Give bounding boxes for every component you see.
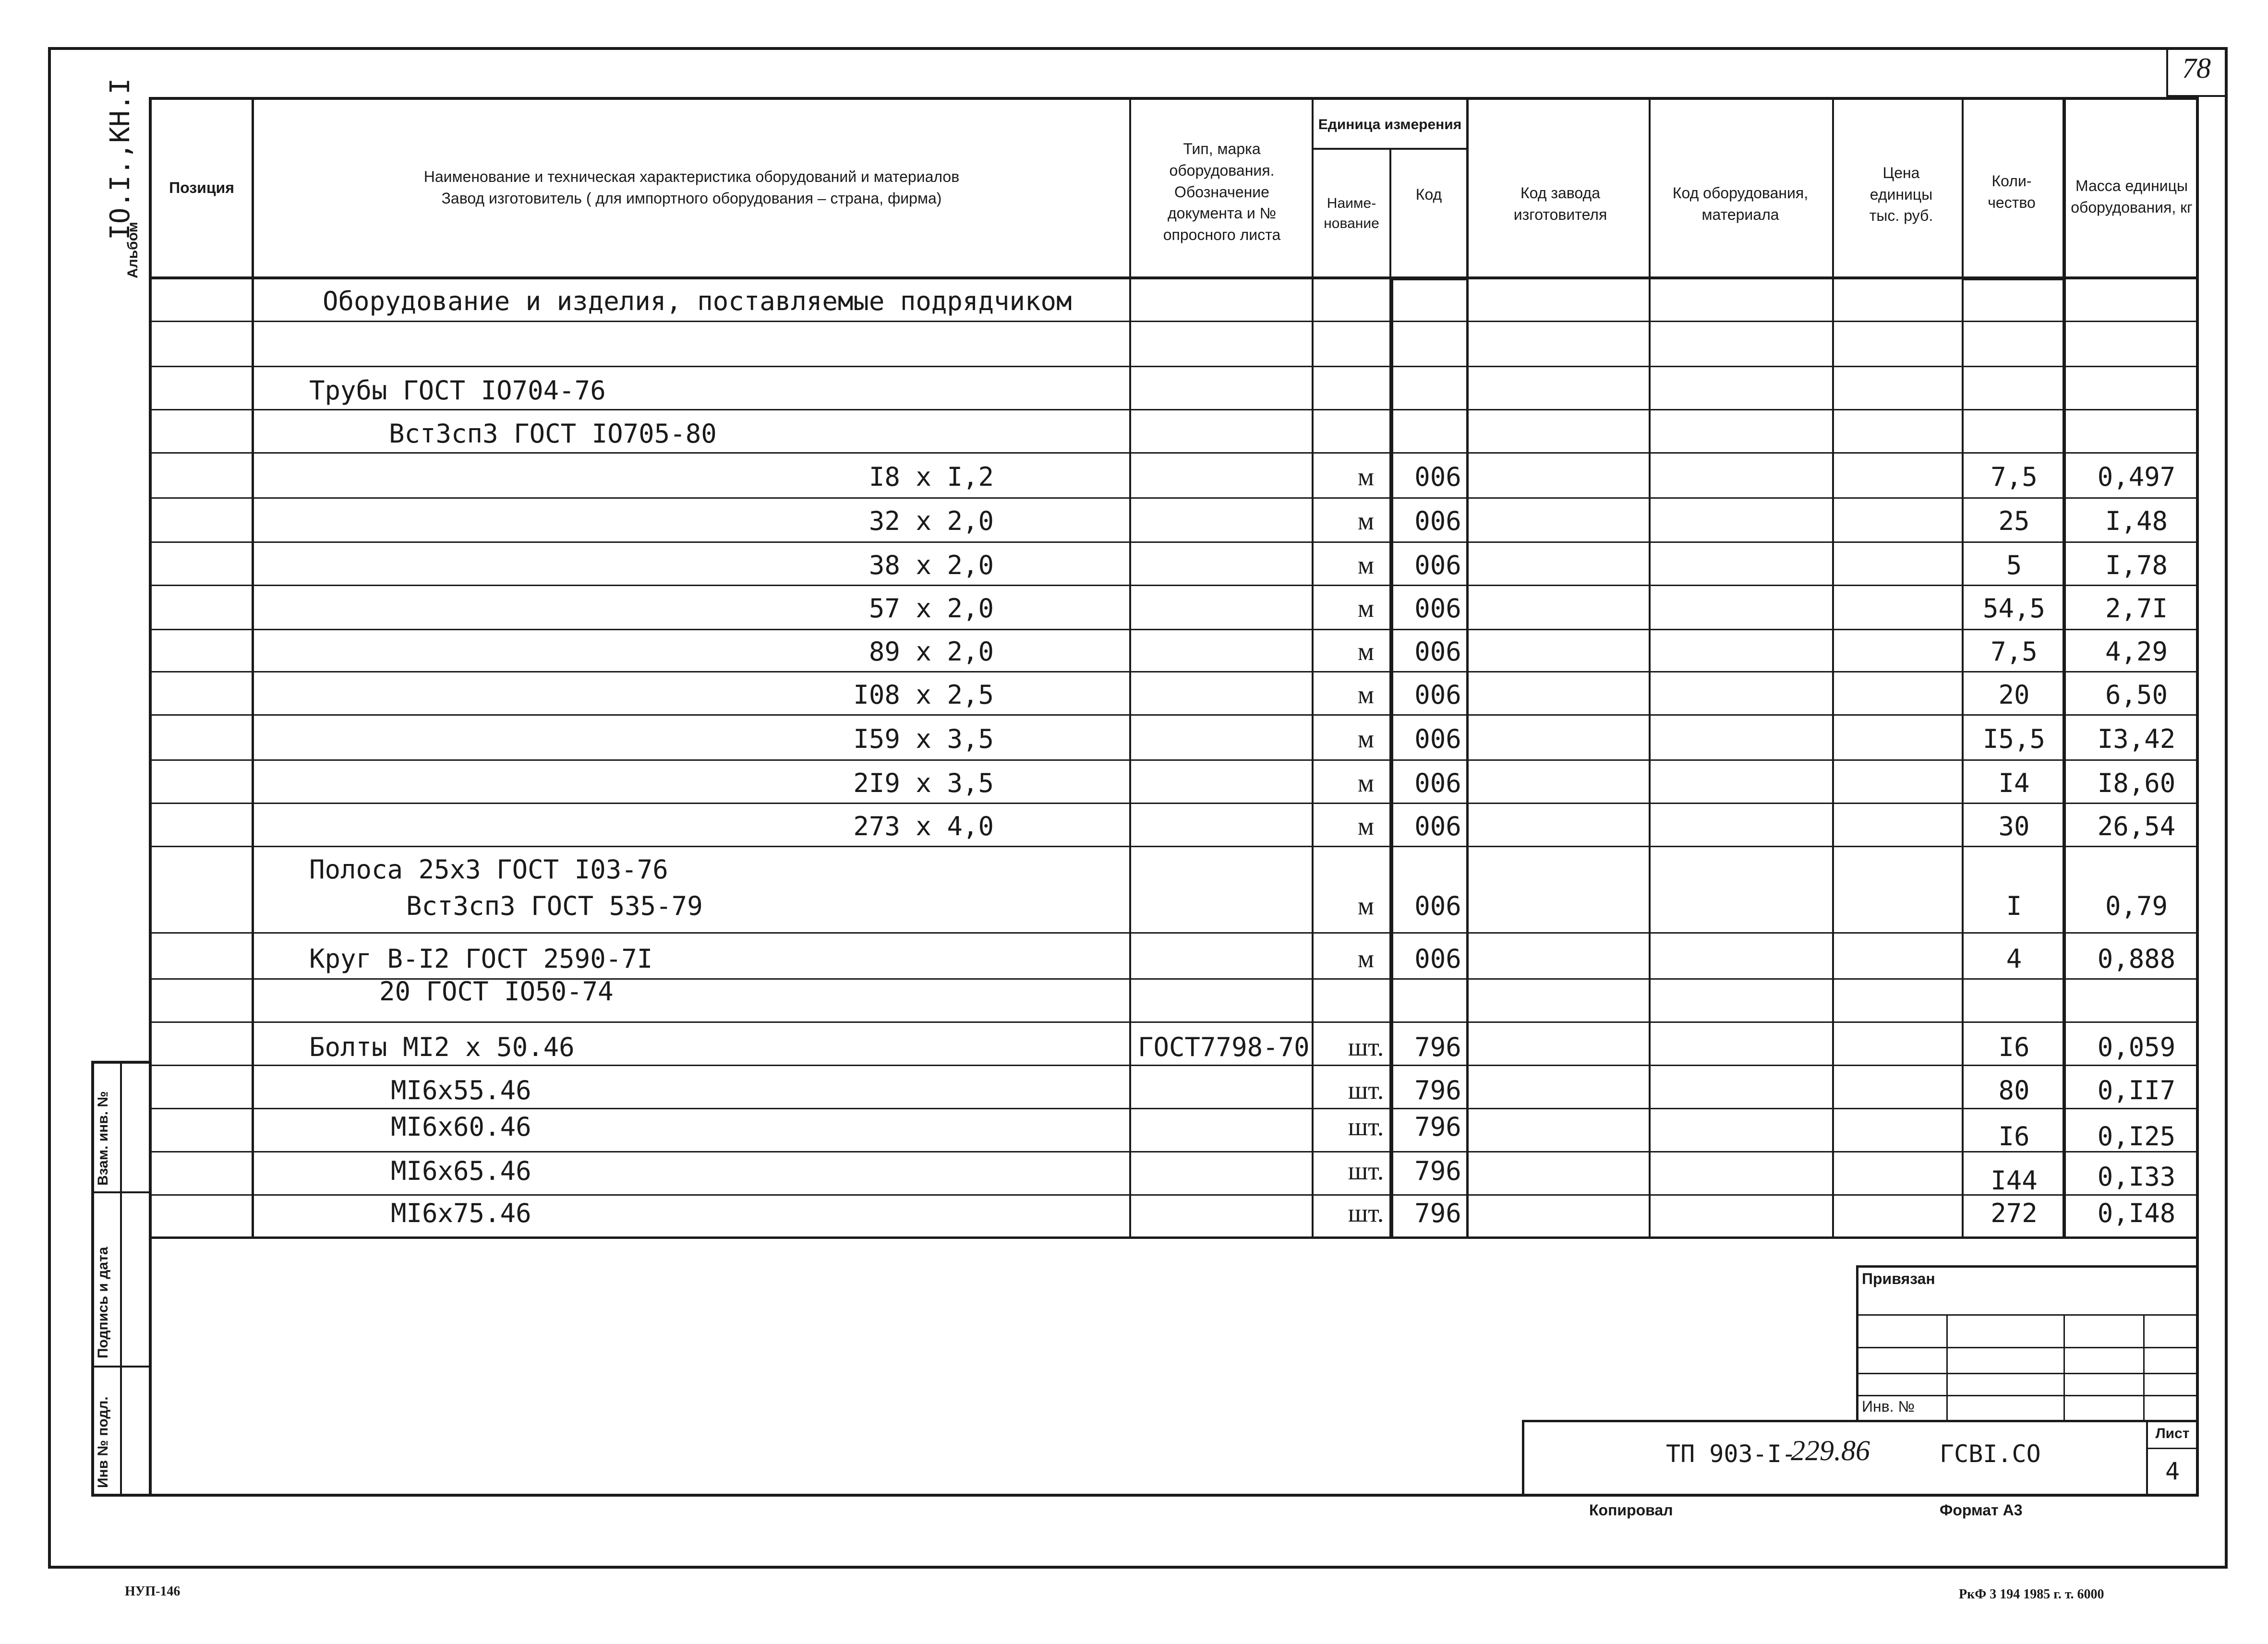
unit-code: 006 xyxy=(1414,811,1461,841)
unit-name: шт. xyxy=(1348,1199,1384,1227)
header-unit-name: Наиме-нование xyxy=(1324,195,1379,231)
stamp-inv-podl: Инв № подл. xyxy=(95,1396,111,1488)
header-name-line1: Наименование и техническая характеристика оборудований и материалов xyxy=(423,168,960,186)
copied-label: Копировал xyxy=(1589,1501,1673,1519)
quantity: I6 xyxy=(1998,1121,2030,1152)
quantity: 7,5 xyxy=(1991,636,2038,667)
unit-mass: 0,I25 xyxy=(2097,1121,2176,1152)
item-dimension: 89 x 2,0 xyxy=(869,636,994,667)
header-qty: Коли-чество xyxy=(1988,172,2036,211)
unit-code: 006 xyxy=(1414,724,1461,754)
unit-name: шт. xyxy=(1348,1076,1384,1104)
quantity: I44 xyxy=(1991,1165,2038,1196)
quantity: 80 xyxy=(1998,1075,2030,1105)
unit-mass: 0,I33 xyxy=(2097,1162,2176,1192)
unit-name: шт. xyxy=(1348,1112,1384,1141)
unit-name: м xyxy=(1357,637,1375,666)
unit-code: 796 xyxy=(1414,1075,1461,1105)
unit-mass: 6,50 xyxy=(2105,680,2168,710)
header-name-line2: Завод изготовитель ( для импортного оборудования – страна, фирма) xyxy=(441,190,942,207)
album-label: Альбом xyxy=(125,222,141,278)
quantity: I5,5 xyxy=(1982,724,2046,754)
quantity: I xyxy=(2006,891,2022,921)
unit-mass: 0,888 xyxy=(2097,944,2176,974)
privyazan-label: Привязан xyxy=(1862,1270,1935,1287)
format-label: Формат А3 xyxy=(1940,1501,2023,1519)
header-name xyxy=(254,99,1129,276)
sheet-number: 4 xyxy=(2165,1457,2180,1485)
header-position: Позиция xyxy=(169,179,234,196)
header-unit-code: Код xyxy=(1415,185,1442,203)
unit-mass: I,48 xyxy=(2105,506,2168,536)
item-dimension: 273 x 4,0 xyxy=(853,811,994,841)
sheet-code: ГСВI.СО xyxy=(1940,1440,2041,1468)
item-type: ГОСТ7798-70 xyxy=(1138,1032,1310,1062)
unit-mass: 0,II7 xyxy=(2097,1075,2176,1105)
sheet-label: Лист xyxy=(2155,1426,2190,1441)
item-name: 20 ГОСТ IO50-74 xyxy=(379,976,614,1007)
unit-code: 796 xyxy=(1414,1032,1461,1062)
unit-code: 006 xyxy=(1414,680,1461,710)
quantity: I4 xyxy=(1998,768,2030,798)
unit-mass: I8,60 xyxy=(2097,768,2176,798)
quantity: 272 xyxy=(1991,1198,2038,1228)
quantity: I6 xyxy=(1998,1032,2030,1062)
quantity: 54,5 xyxy=(1982,593,2046,624)
item-name: ВстЗсп3 ГОСТ IO705-80 xyxy=(389,419,717,449)
quantity: 7,5 xyxy=(1991,462,2038,492)
item-name: Полоса 25x3 ГОСТ I03-76 xyxy=(309,854,668,885)
header-price: Цена единицы тыс. руб. xyxy=(1869,164,1933,225)
item-dimension: 57 x 2,0 xyxy=(869,593,994,624)
unit-name: шт. xyxy=(1348,1156,1384,1185)
unit-code: 006 xyxy=(1414,768,1461,798)
page-number: 78 xyxy=(2182,52,2211,84)
unit-code: 006 xyxy=(1414,636,1461,667)
unit-name: м xyxy=(1357,768,1375,797)
unit-name: м xyxy=(1357,812,1375,840)
unit-name: шт. xyxy=(1348,1032,1384,1061)
item-dimension: I8 x I,2 xyxy=(869,462,994,492)
item-name: Оборудование и изделия, поставляемые подрядчиком xyxy=(323,286,1072,316)
header-type: Тип, марка оборудования. Обозначение документа и № опросного листа xyxy=(1163,140,1281,244)
unit-mass: 2,7I xyxy=(2105,593,2168,624)
quantity: 4 xyxy=(2006,944,2022,974)
unit-code: 006 xyxy=(1414,944,1461,974)
unit-name: м xyxy=(1357,506,1375,535)
designation-handwritten: 229.86 xyxy=(1791,1435,1870,1466)
item-dimension: 32 x 2,0 xyxy=(869,506,994,536)
quantity: 20 xyxy=(1998,680,2030,710)
unit-name: м xyxy=(1357,462,1375,491)
unit-name: м xyxy=(1357,594,1375,623)
unit-mass: 26,54 xyxy=(2097,811,2176,841)
item-name: МI6x55.46 xyxy=(391,1075,531,1105)
item-dimension: I08 x 2,5 xyxy=(853,680,994,710)
unit-code: 006 xyxy=(1414,462,1461,492)
album-code: IO.I.,KH.I xyxy=(105,78,136,240)
unit-code: 796 xyxy=(1414,1198,1461,1228)
item-dimension: 38 x 2,0 xyxy=(869,550,994,580)
item-name: МI6x65.46 xyxy=(391,1156,531,1186)
item-name: Трубы ГОСТ IO704-76 xyxy=(309,375,606,406)
item-name: МI6x75.46 xyxy=(391,1198,531,1228)
quantity: 25 xyxy=(1998,506,2030,536)
item-dimension: 2I9 x 3,5 xyxy=(853,768,994,798)
header-unit-group: Единица измерения xyxy=(1318,117,1462,132)
unit-mass: I,78 xyxy=(2105,550,2168,580)
unit-code: 796 xyxy=(1414,1156,1461,1186)
inv-no-label: Инв. № xyxy=(1862,1398,1915,1415)
unit-code: 006 xyxy=(1414,891,1461,921)
unit-mass: 0,I48 xyxy=(2097,1198,2176,1228)
unit-name: м xyxy=(1357,680,1375,709)
stamp-inv-zam: Взам. инв. № xyxy=(95,1091,111,1186)
unit-mass: I3,42 xyxy=(2097,724,2176,754)
unit-mass: 0,79 xyxy=(2105,891,2168,921)
unit-name: м xyxy=(1357,891,1375,920)
left-print-mark: НУП-146 xyxy=(125,1584,181,1599)
unit-mass: 4,29 xyxy=(2105,636,2168,667)
item-dimension: I59 x 3,5 xyxy=(853,724,994,754)
item-name: Болты МI2 x 50.46 xyxy=(309,1032,575,1062)
unit-code: 006 xyxy=(1414,550,1461,580)
item-name: МI6x60.46 xyxy=(391,1112,531,1142)
right-print-mark: РкФ 3 194 1985 г. т. 6000 xyxy=(1959,1587,2104,1602)
item-name: Круг В-I2 ГОСТ 2590-7I xyxy=(309,944,653,974)
designation-prefix: ТП 903-I- xyxy=(1666,1440,1796,1468)
header-plant-code: Код завода изготовителя xyxy=(1513,184,1607,223)
quantity: 30 xyxy=(1998,811,2030,841)
header-equip-code: Код оборудования, материала xyxy=(1672,184,1809,223)
item-name: ВстЗсп3 ГОСТ 535-79 xyxy=(406,891,703,921)
unit-code: 796 xyxy=(1414,1112,1461,1142)
unit-code: 006 xyxy=(1414,593,1461,624)
stamp-sign-date: Подпись и дата xyxy=(95,1247,111,1358)
unit-name: м xyxy=(1357,944,1375,973)
quantity: 5 xyxy=(2006,550,2022,580)
unit-name: м xyxy=(1357,724,1375,753)
unit-code: 006 xyxy=(1414,506,1461,536)
header-mass: Масса единицы оборудования, кг xyxy=(2071,177,2193,216)
unit-mass: 0,497 xyxy=(2097,462,2176,492)
unit-mass: 0,059 xyxy=(2097,1032,2176,1062)
unit-name: м xyxy=(1357,551,1375,579)
